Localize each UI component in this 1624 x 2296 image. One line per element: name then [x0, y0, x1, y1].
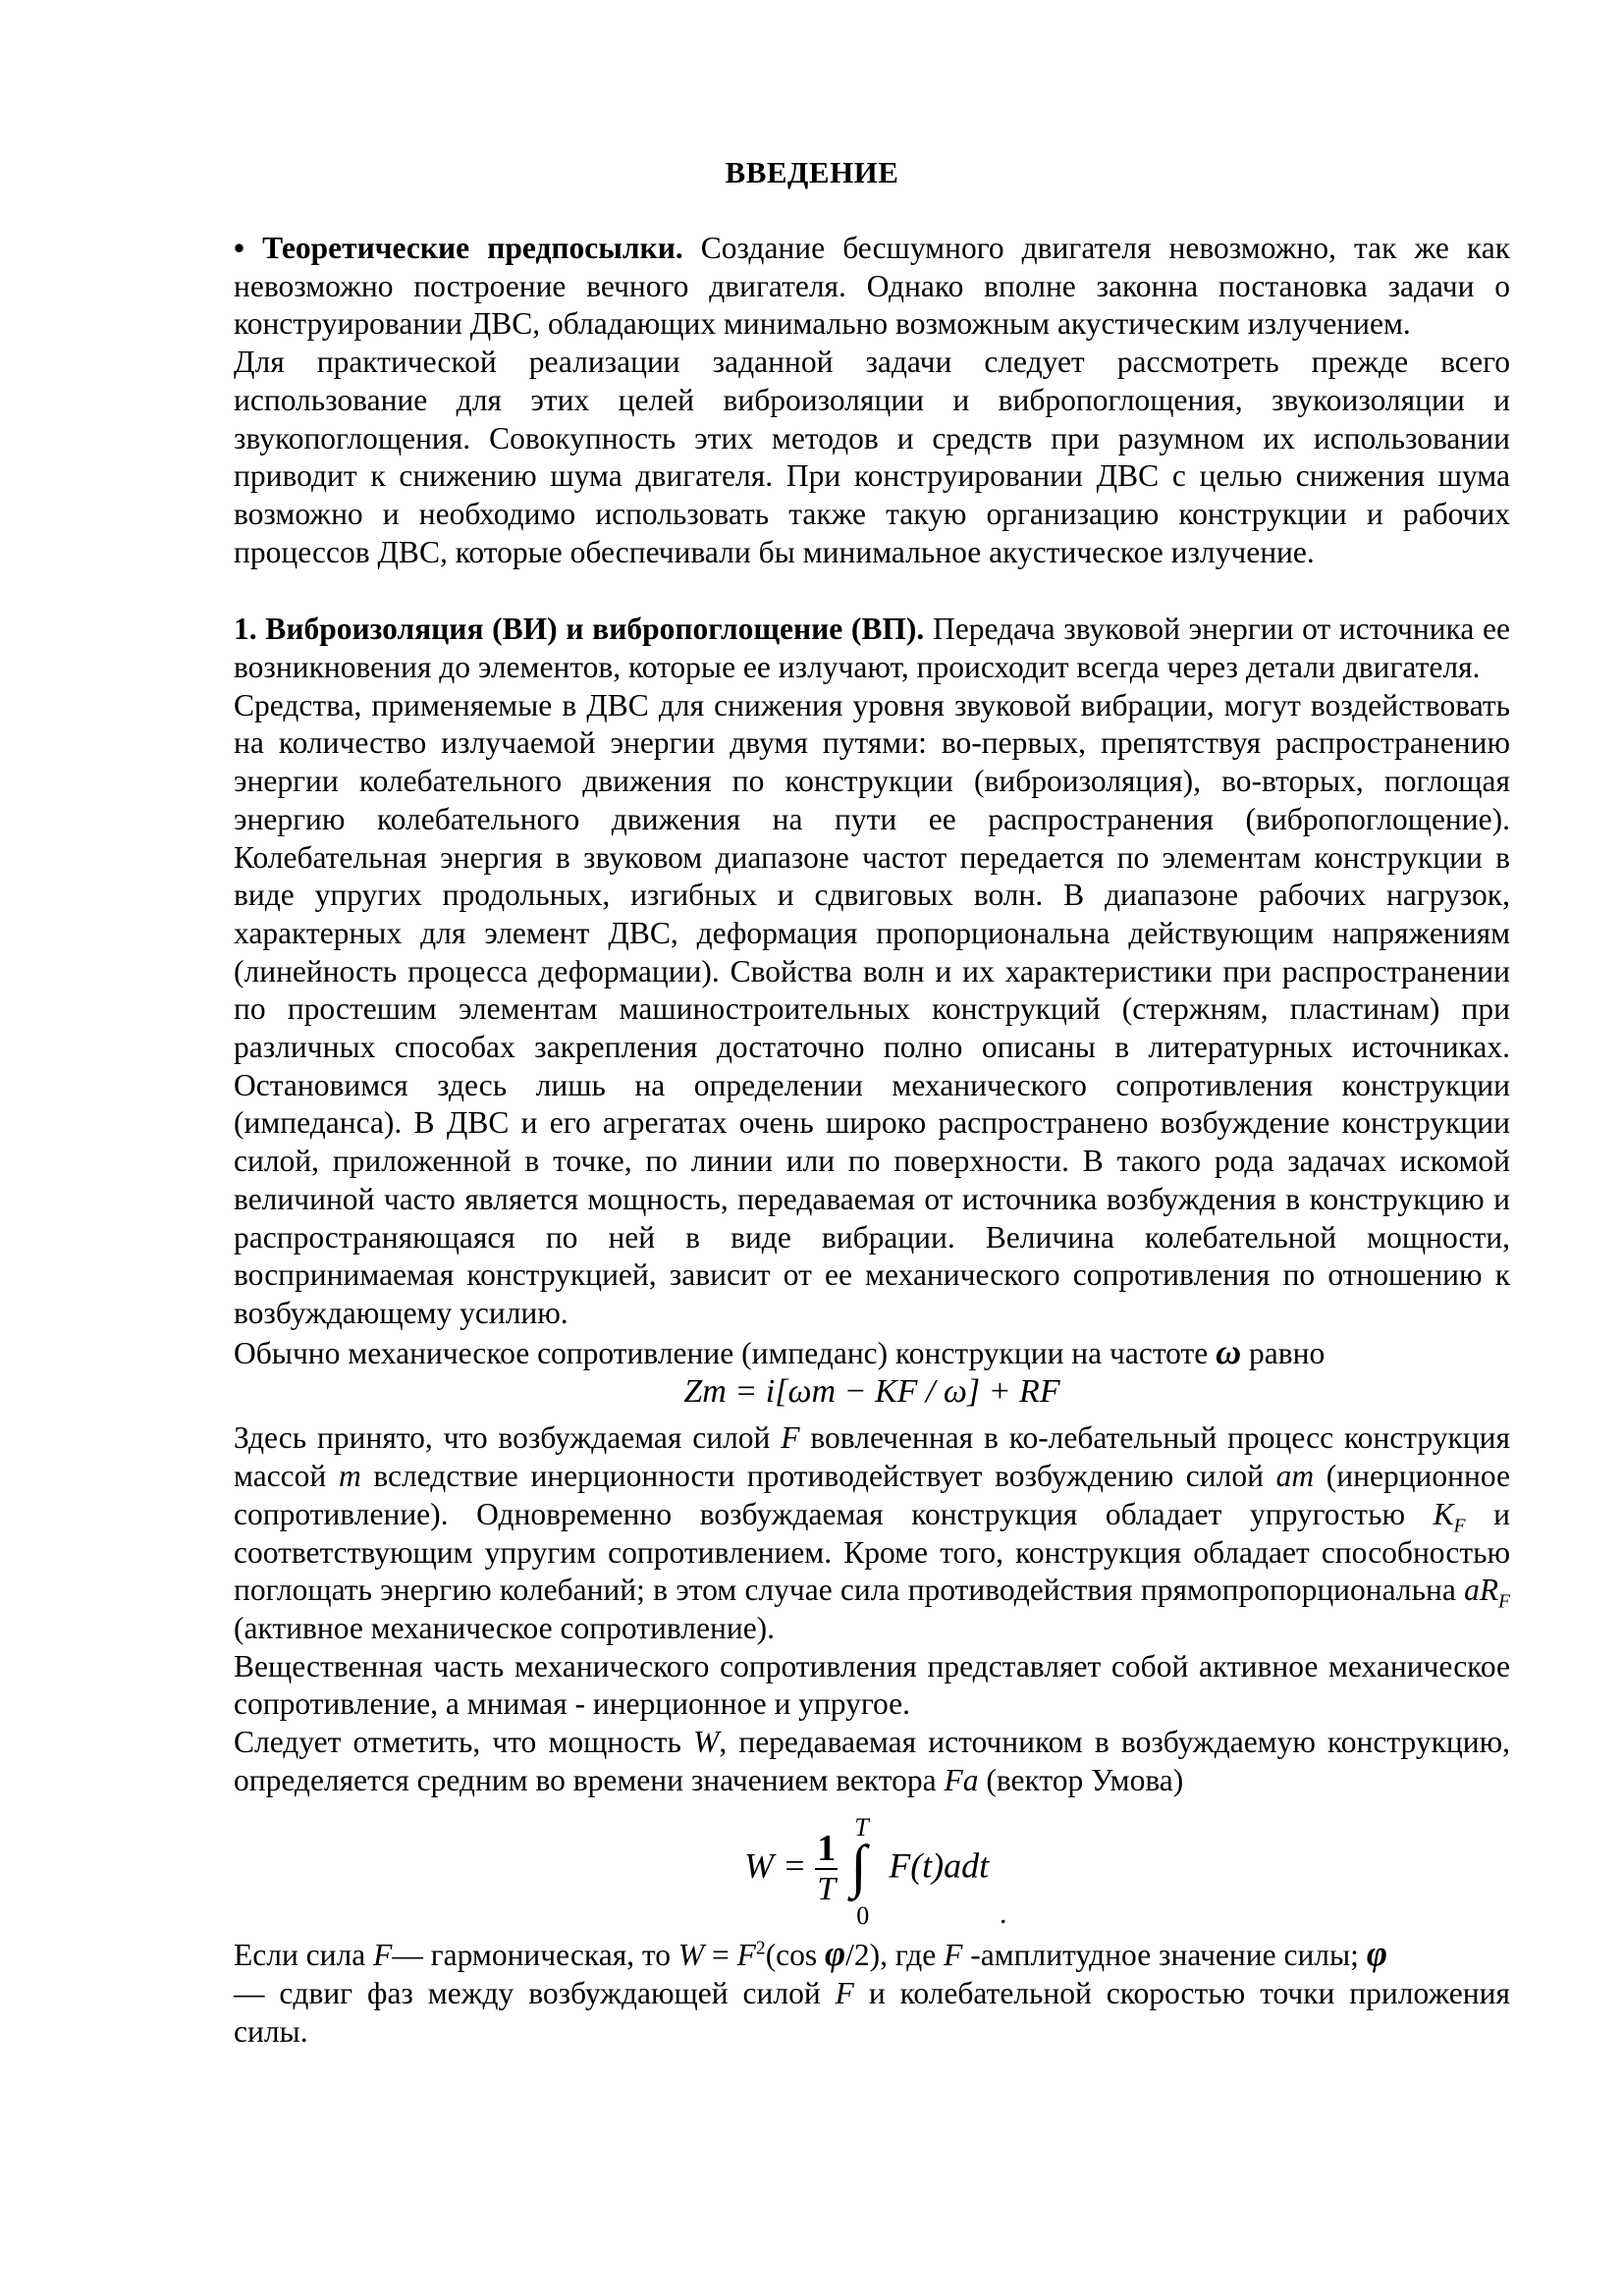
formula-fraction: $\frac{1}{T}$: [817, 1828, 837, 1908]
section1-paragraph-5: Следует отметить, что мощность W, передаваемая источником в возбуждаемую конструкцию, определяется средним во времени значением вектора Fa (вектор Умова): [234, 1725, 1511, 1797]
section1-paragraph-3: Здесь принято, что возбуждаемая силой F вовлеченная в ко-лебательный процесс конструкция массой m вследствие инерционности противодействует возбуждению силой am (инерционное сопротивление). Одновременно возбуждаемая конструкция обладает упругостью $K_F$ и соответствующим упругим сопротивлением. Кроме того, конструкция обладает способностью поглощать энергию колебаний; в этом случае сила противодействия прямопропорциональна $aR_F$ (активное механическое сопротивление).: [234, 1420, 1511, 1645]
intro-paragraph-1: [234, 230, 1510, 344]
section1-text-1: Передача звуковой энергии от источника ее возникновения до элементов, которые ее излучают, происходит всегда через детали двигателя.: [234, 612, 1511, 685]
section1-paragraph-2: Средства, применяемые в ДВС для снижения уровня звуковой вибрации, могут воздействовать на количество излучаемой энергии двумя путями: во-первых, препятствуя распространению энергии колебательного движения по конструкции (виброизоляция), во-вторых, поглощая энергию колебательного движения на пути ее распространения (вибропоглощение). Колебательная энергия в звуковом диапазоне частот передается по элементам конструкции в виде упругих продольных, изгибных и сдвиговых волн. В диапазоне рабочих нагрузок, характерных для элемент ДВС, деформация пропорциональна действующим напряжениям (линейность процесса деформации). Свойства волн и их характеристики при распространении по простешим элементам машиностроительных конструкций (стержням, пластинам) при различных способах закрепления достаточно полно описаны в литературных источниках. Остановимся здесь лишь на определении механического сопротивления конструкции (импеданса). В ДВС и его агрегатах очень широко распространено возбуждение конструкции силой, приложенной в точке, по линии или по поверхности. В такого рода задачах искомой величиной часто является мощность, передаваемая от источника возбуждения в конструкцию и распространяющаяся по ней в виде вибрации. Величина колебательной мощности, воспринимаемая конструкцией, зависит от ее механического сопротивления по отношению к возбуждающему усилию.: [234, 687, 1510, 1330]
page-title: ВВЕДЕНИЕ: [725, 155, 899, 189]
section1-heading: 1. Виброизоляция (ВИ) и вибропоглощение (ВП).: [234, 612, 925, 647]
phi-symbol-2: φ: [1366, 1934, 1387, 1974]
formula-trailing-dot: .: [1000, 1897, 1007, 1931]
document-body: [234, 230, 1510, 2052]
power-formula: [234, 1799, 1510, 1935]
power-formula-expression: [744, 1813, 990, 1931]
spacer: [234, 571, 1510, 611]
intro-text-1: Создание бесшумного двигателя невозможно, так же как невозможно построение вечного двигателя. Однако вполне законна постановка задачи о конструировании ДВС, обладающих минимально возможным акустическим излучением.: [234, 231, 1510, 342]
formula-integrand: F(t)adt: [889, 1845, 990, 1886]
impedance-formula: Zm = i[ωm − KF / ω] + RF: [683, 1373, 1060, 1411]
intro-lead: • Теоретические предпосылки.: [234, 231, 683, 265]
section1-paragraph-4: Вещественная часть механического сопротивления представляет собой активное механическое сопротивление, а мнимая - инерционное и упругое.: [234, 1648, 1510, 1722]
section1-paragraph-1: [234, 611, 1510, 686]
integral-sign: T ∫ 0: [850, 1813, 870, 1931]
intro-paragraph-2: Для практической реализации заданной задачи следует рассмотреть прежде всего использование для этих целей виброизоляции и вибропоглощения, звукоизоляции и звукопоглощения. Совокупность этих методов и средств при разумном их использовании приводит к снижению шума двигателя. При конструировании ДВС с целью снижения шума возможно и необходимо использовать также такую организацию конструкции и рабочих процессов ДВС, которые обеспечивали бы минимальное акустическое излучение.: [234, 345, 1510, 569]
formula-lhs: W =: [744, 1845, 807, 1886]
omega-symbol: ω: [1216, 1331, 1242, 1371]
section1-paragraph-7: — сдвиг фаз между возбуждающей силой F и колебательной скоростью точки приложения силы.: [234, 1976, 1510, 2049]
phi-symbol: φ: [825, 1934, 846, 1974]
section1-omega-line: Обычно механическое сопротивление (импеданс) конструкции на частоте ω равно: [234, 1331, 1326, 1371]
section1-paragraph-6: Если сила F— гармоническая, то $W = F^2(\cos$ φ/2), где F -амплитудное значение силы; φ: [234, 1934, 1387, 1974]
